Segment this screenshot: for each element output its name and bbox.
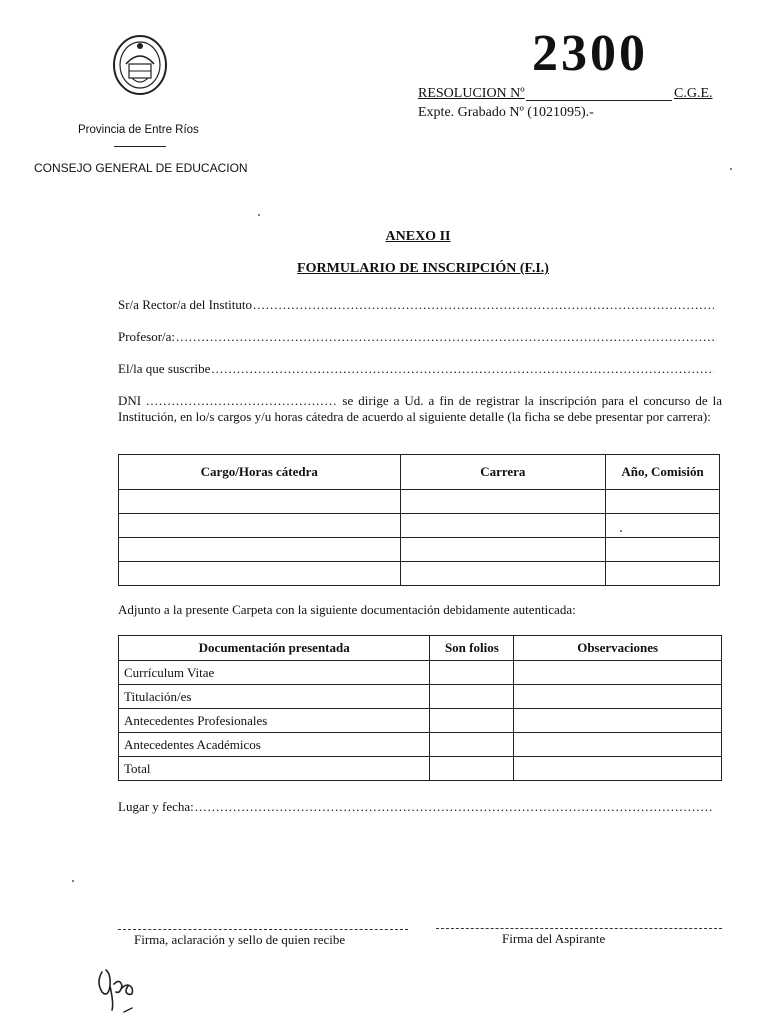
suscribe-label: El/la que suscribe bbox=[118, 361, 211, 376]
province-name: Provincia de Entre Ríos bbox=[78, 124, 199, 136]
table-cell[interactable] bbox=[606, 490, 720, 514]
table-cell[interactable] bbox=[514, 757, 722, 781]
handwritten-initials-icon bbox=[94, 964, 142, 1016]
table-cell[interactable] bbox=[606, 514, 720, 538]
column-header: Año, Comisión bbox=[606, 455, 720, 490]
column-header: Observaciones bbox=[514, 636, 722, 661]
place-date-fill-line[interactable] bbox=[195, 799, 714, 815]
table-cell[interactable] bbox=[514, 661, 722, 685]
table-row bbox=[119, 562, 720, 586]
table-cell[interactable] bbox=[606, 562, 720, 586]
province-divider bbox=[114, 146, 166, 147]
table-row bbox=[119, 733, 722, 757]
positions-table bbox=[118, 454, 720, 586]
table-cell[interactable] bbox=[514, 733, 722, 757]
table-cell[interactable] bbox=[400, 490, 606, 514]
resolution-suffix: C.G.E. bbox=[674, 86, 713, 101]
dni-fill-line[interactable]: ............................................. bbox=[146, 393, 338, 408]
document-name: Currículum Vitae bbox=[119, 661, 430, 685]
scan-speck bbox=[620, 530, 622, 532]
table-row bbox=[119, 685, 722, 709]
table-row bbox=[119, 514, 720, 538]
document-name: Total bbox=[119, 757, 430, 781]
rector-label: Sr/a Rector/a del Instituto bbox=[118, 297, 252, 312]
resolution-label: RESOLUCION Nº bbox=[418, 86, 525, 101]
place-date-field[interactable] bbox=[118, 799, 714, 815]
table-cell[interactable] bbox=[119, 538, 401, 562]
table-row bbox=[119, 538, 720, 562]
profesor-label: Profesor/a: bbox=[118, 329, 176, 344]
receiver-signature-line[interactable] bbox=[118, 929, 408, 930]
receiver-signature-label: Firma, aclaración y sello de quien recibe bbox=[134, 932, 346, 947]
table-cell[interactable] bbox=[606, 538, 720, 562]
table-cell[interactable] bbox=[430, 709, 514, 733]
table-cell[interactable] bbox=[430, 685, 514, 709]
table-cell[interactable] bbox=[119, 562, 401, 586]
scan-speck bbox=[72, 880, 74, 882]
dni-text: se dirige a Ud. a fin de registrar la inscripción para el concurso de la Institución, en lo/s cargos y/u horas cátedra de acuerdo al siguiente detalle (la ficha se debe presentar por carrera): bbox=[118, 393, 723, 424]
suscribe-field[interactable] bbox=[118, 361, 714, 377]
column-header: Son folios bbox=[430, 636, 514, 661]
table-row bbox=[119, 709, 722, 733]
applicant-signature-line[interactable] bbox=[436, 928, 722, 929]
document-name: Antecedentes Académicos bbox=[119, 733, 430, 757]
positions-header-row bbox=[119, 455, 720, 490]
table-cell[interactable] bbox=[430, 661, 514, 685]
expediente-number: Expte. Grabado Nº (1021095).- bbox=[418, 105, 594, 120]
scan-speck bbox=[258, 214, 260, 216]
dni-paragraph bbox=[118, 393, 722, 425]
documents-table bbox=[118, 635, 722, 781]
council-name: CONSEJO GENERAL DE EDUCACION bbox=[34, 161, 248, 175]
suscribe-fill-line[interactable] bbox=[211, 361, 714, 377]
table-cell[interactable] bbox=[400, 562, 606, 586]
provincial-seal-icon bbox=[112, 34, 168, 96]
scan-speck bbox=[730, 168, 732, 170]
rector-fill-line[interactable] bbox=[253, 297, 714, 313]
table-cell[interactable] bbox=[514, 709, 722, 733]
profesor-fill-line[interactable] bbox=[176, 329, 714, 345]
table-cell[interactable] bbox=[400, 538, 606, 562]
column-header: Documentación presentada bbox=[119, 636, 430, 661]
table-cell[interactable] bbox=[430, 733, 514, 757]
place-date-label: Lugar y fecha: bbox=[118, 799, 194, 814]
table-row bbox=[119, 757, 722, 781]
attachments-intro: Adjunto a la presente Carpeta con la siguiente documentación debidamente autenticada: bbox=[118, 602, 576, 617]
resolution-underline bbox=[526, 100, 672, 101]
column-header: Cargo/Horas cátedra bbox=[119, 455, 401, 490]
table-cell[interactable] bbox=[119, 490, 401, 514]
table-cell[interactable] bbox=[400, 514, 606, 538]
rector-field[interactable] bbox=[118, 297, 714, 313]
table-cell[interactable] bbox=[119, 514, 401, 538]
table-cell[interactable] bbox=[514, 685, 722, 709]
document-name: Titulación/es bbox=[119, 685, 430, 709]
annex-title: ANEXO II bbox=[385, 229, 451, 244]
documents-header-row bbox=[119, 636, 722, 661]
table-cell[interactable] bbox=[430, 757, 514, 781]
table-row bbox=[119, 661, 722, 685]
column-header: Carrera bbox=[400, 455, 606, 490]
dni-label: DNI bbox=[118, 393, 142, 408]
profesor-field[interactable] bbox=[118, 329, 714, 345]
resolution-number: 2300 bbox=[532, 25, 648, 82]
form-title: FORMULARIO DE INSCRIPCIÓN (F.I.) bbox=[297, 261, 549, 276]
document-name: Antecedentes Profesionales bbox=[119, 709, 430, 733]
applicant-signature-label: Firma del Aspirante bbox=[502, 931, 606, 946]
table-row bbox=[119, 490, 720, 514]
